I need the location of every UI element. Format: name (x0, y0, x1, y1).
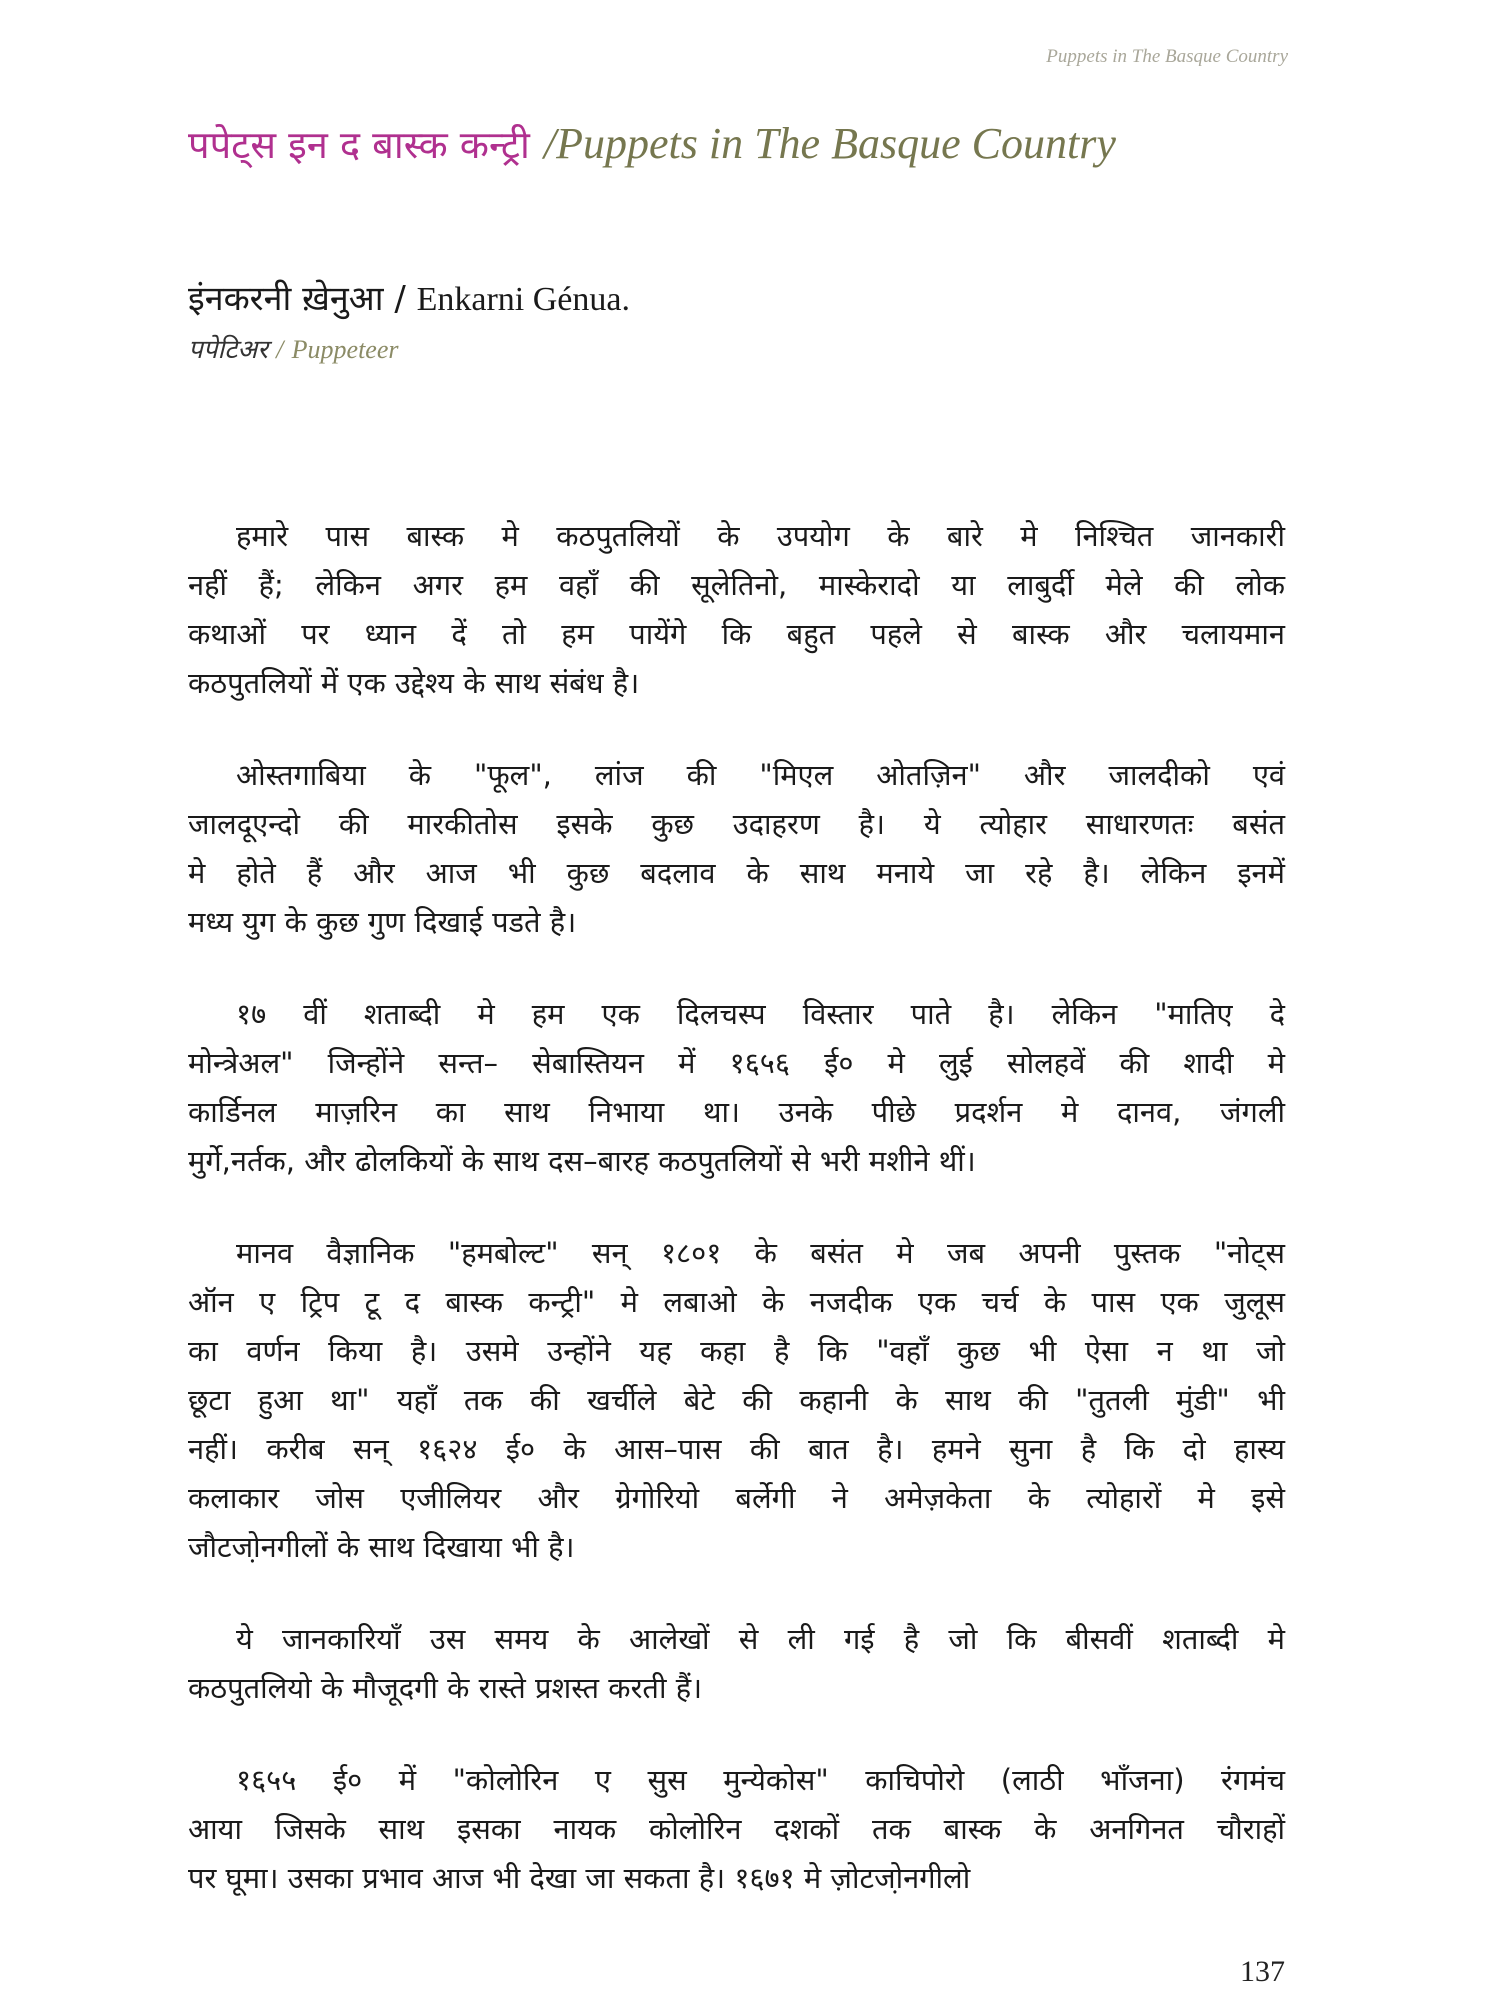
paragraph-line: छूटा हुआ था" यहाँ तक की खर्चीले बेटे की कहानी के साथ की "तुतली मुंडी" भी (188, 1383, 1285, 1417)
paragraph-line: १६५५ ई० में "कोलोरिन ए सुस मुन्येकोस" काचिपोरो (लाठी भाँजना) रंगमंच (236, 1763, 1285, 1797)
author-english: Enkarni Génua. (416, 281, 630, 318)
paragraph-line: मानव वैज्ञानिक "हमबोल्ट" सन् १८०१ के बसंत मे जब अपनी पुस्तक "नोट्स (236, 1236, 1285, 1270)
paragraph-line: पर घूमा। उसका प्रभाव आज भी देखा जा सकता है। १६७१ मे ज़ोटजो़नगीलो (188, 1861, 971, 1895)
paragraph (188, 990, 1285, 1186)
title-separator: / (543, 119, 557, 168)
author-role (188, 330, 398, 366)
paragraph-line: कार्डिनल माज़रिन का साथ निभाया था। उनके पीछे प्रदर्शन मे दानव, जंगली (188, 1095, 1285, 1129)
author-separator: / (394, 279, 406, 319)
paragraph-line: कलाकार जोस एजीलियर और ग्रेगोरियो बर्लेगी ने अमेज़केता के त्योहारों मे इसे (188, 1481, 1285, 1515)
paragraph-line: नहीं। करीब सन् १६२४ ई० के आस–पास की बात है। हमने सुना है कि दो हास्य (188, 1432, 1285, 1466)
paragraph-line: कठपुतलियों में एक उद्देश्य के साथ संबंध है। (188, 666, 640, 700)
paragraph-line: कथाओं पर ध्यान दें तो हम पायेंगे कि बहुत पहले से बास्क और चलायमान (188, 617, 1285, 651)
title-hindi: पपेट्स इन द बास्क कन्ट्री (188, 123, 530, 167)
paragraph-line: ये जानकारियाँ उस समय के आलेखों से ली गई है जो कि बीसवीं शताब्दी मे (236, 1622, 1285, 1656)
paragraph-line: जालदूएन्दो की मारकीतोस इसके कुछ उदाहरण है। ये त्योहार साधारणतः बसंत (188, 807, 1285, 841)
paragraph (188, 1615, 1285, 1713)
paragraph-line: आया जिसके साथ इसका नायक कोलोरिन दशकों तक बास्क के अनगिनत चौराहों (188, 1812, 1285, 1846)
paragraph (188, 512, 1285, 708)
title-english: Puppets in The Basque Country (556, 119, 1116, 168)
paragraph-line: का वर्णन किया है। उसमे उन्होंने यह कहा है कि "वहाँ कुछ भी ऐसा न था जो (188, 1334, 1285, 1368)
paragraph-line: जौटजो़नगीलों के साथ दिखाया भी है। (188, 1530, 575, 1564)
article-body (188, 512, 1285, 1946)
paragraph (188, 1229, 1285, 1572)
paragraph-line: मे होते हैं और आज भी कुछ बदलाव के साथ मनाये जा रहे है। लेकिन इनमें (188, 856, 1285, 890)
running-header: Puppets in The Basque Country (1046, 46, 1288, 67)
paragraph-line: नहीं हैं; लेकिन अगर हम वहाँ की सूलेतिनो, मास्केरादो या लाबुर्दी मेले की लोक (188, 568, 1285, 602)
role-separator: / (276, 335, 284, 364)
paragraph-line: हमारे पास बास्क मे कठपुतलियों के उपयोग के बारे मे निश्चित जानकारी (236, 519, 1285, 553)
page-title (188, 118, 1116, 170)
paragraph (188, 751, 1285, 947)
paragraph-line: मुर्गे,नर्तक, और ढोलकियों के साथ दस–बारह कठपुतलियों से भरी मशीने थीं। (188, 1144, 976, 1178)
paragraph-line: मध्य युग के कुछ गुण दिखाई पडते है। (188, 905, 577, 939)
paragraph-line: ओस्तगाबिया के "फूल", लांज की "मिएल ओतज़िन" और जालदीको एवं (236, 758, 1285, 792)
author-line (188, 274, 630, 320)
page-number: 137 (1240, 1955, 1285, 1988)
paragraph-line: १७ वीं शताब्दी मे हम एक दिलचस्प विस्तार पाते है। लेकिन "मातिए दे (236, 997, 1285, 1031)
paragraph-line: कठपुतलियो के मौजूदगी के रास्ते प्रशस्त करती हैं। (188, 1671, 703, 1705)
author-hindi: इंनकरनी ख़ेनुआ (188, 279, 384, 319)
role-hindi: पपेटिअर (188, 335, 268, 365)
role-english: Puppeteer (291, 335, 399, 364)
paragraph (188, 1756, 1285, 1903)
paragraph-line: मोन्त्रेअल" जिन्होंने सन्त– सेबास्तियन में १६५६ ई० मे लुई सोलहवें की शादी मे (188, 1046, 1285, 1080)
paragraph-line: ऑन ए ट्रिप टू द बास्क कन्ट्री" मे लबाओ के नजदीक एक चर्च के पास एक जुलूस (188, 1285, 1285, 1319)
